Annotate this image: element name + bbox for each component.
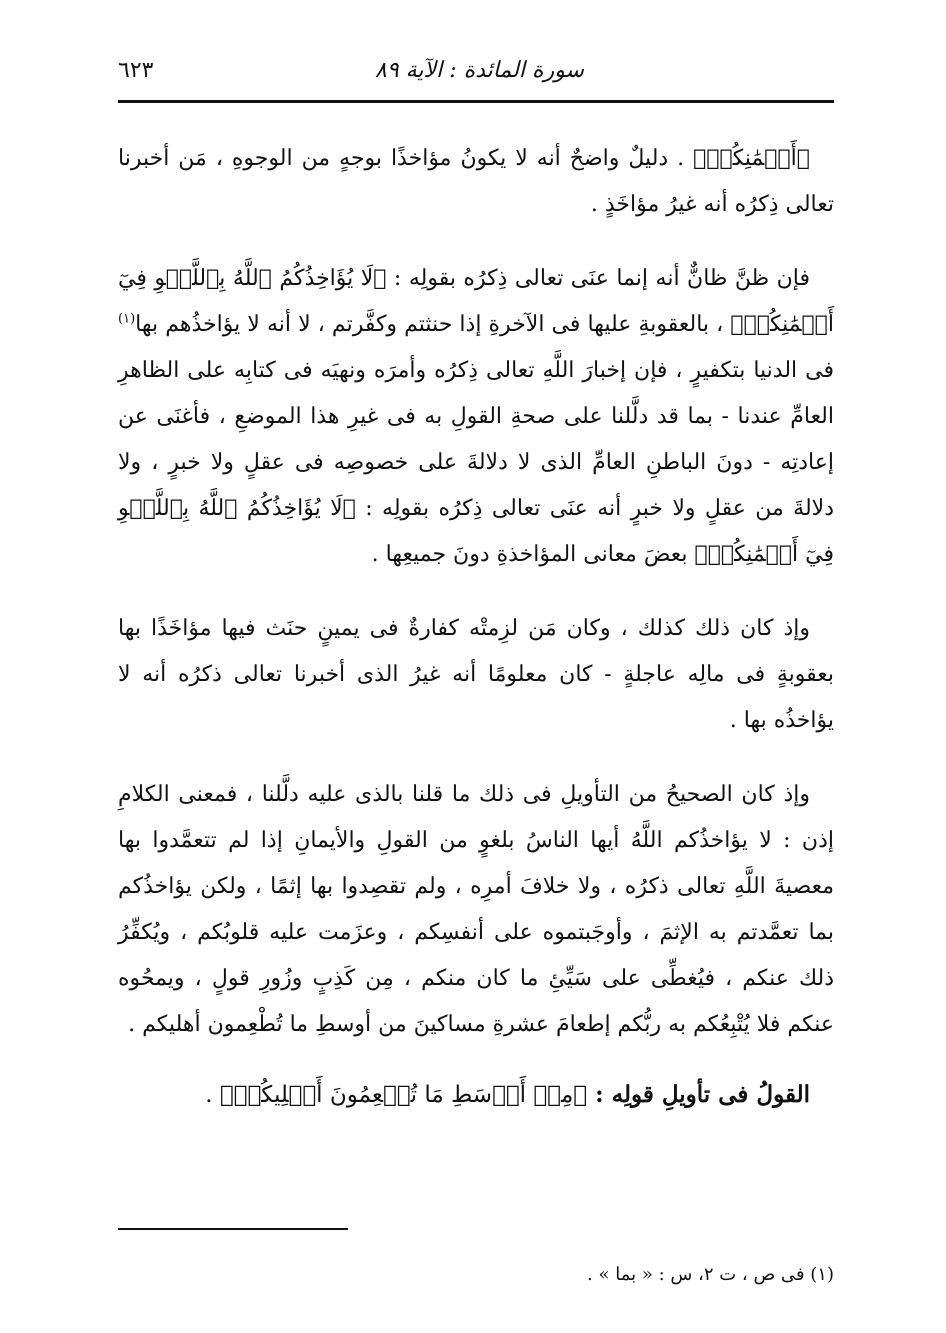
paragraph-3-text: وإذ كان ذلك كذلك ، وكان مَن لزِمتْه كفارةٌ فى يمينٍ حنَث فيها مؤاخَذًا بها بعقوبةٍ فى مالِه عاجلةٍ - كان معلومًا أنه غيرُ الذى أخبرنا تعالى ذكرُه أنه لا يؤاخذُه بها . xyxy=(118,616,834,733)
main-text xyxy=(118,136,834,1118)
page-header xyxy=(118,58,834,94)
section-heading-verse: ﴿مِنۡ أَوۡسَطِ مَا تُطۡعِمُونَ أَهۡلِيكُمۡ﴾ . xyxy=(205,1082,588,1108)
header-rule xyxy=(118,100,834,103)
paragraph-1 xyxy=(118,136,834,228)
paragraph-2-text-b: فى الدنيا بتكفيرٍ ، فإن إخبارَ اللَّهِ تعالى ذِكرُه وأمرَه ونهيَه فى كتابِه على الظاهرِ العامِّ عندنا - بما قد دلَّلنا على صحةِ القولِ به فى غيرِ هذا الموضعِ ، فأغنَى عن إعادتِه - دونَ الباطنِ العامِّ الذى لا دلالةَ على خصوصِه فى عقلٍ ولا خبرٍ ، ولا دلالةَ من عقلٍ ولا خبرٍ أنه عنَى تعالى ذِكرُه بقولِه : ﴿لَا يُؤَاخِذُكُمُ ٱللَّهُ بِٱللَّغۡوِ فِيٓ أَيۡمَٰنِكُمۡ﴾ بعضَ معانى المؤاخذةِ دونَ جميعِها . xyxy=(118,358,834,567)
paragraph-1-text: ﴿أَيۡمَٰنِكُمۡ﴾ . دليلٌ واضحٌ أنه لا يكونُ مؤاخذًا بوجهٍ من الوجوهِ ، مَن أخبرنا تعالى ذِكرُه أنه غيرُ مؤاخَذٍ . xyxy=(118,146,834,217)
paragraph-2-text-a: فإن ظنَّ ظانٌّ أنه إنما عنَى تعالى ذِكرُه بقولِه : ﴿لَا يُؤَاخِذُكُمُ ٱللَّهُ بِٱللَّغۡوِ فِيٓ أَيۡمَٰنِكُمۡ﴾ ، بالعقوبةِ عليها فى الآخرةِ إذا حنثتم وكفَّرتم ، لا أنه لا يؤاخذُهم بها xyxy=(118,266,834,337)
paragraph-4 xyxy=(118,772,834,1048)
footnote xyxy=(118,1262,834,1288)
running-title: سورة المائدة : الآية ٨٩ xyxy=(375,58,584,83)
footnote-text: (١) فى ص ، ت ٢، س : « بما » . xyxy=(587,1264,834,1285)
section-heading-label: القولُ فى تأويلِ قولِه : xyxy=(595,1081,810,1108)
footnote-rule xyxy=(118,1228,348,1230)
paragraph-2 xyxy=(118,256,834,578)
page-number: ٦٢٣ xyxy=(118,58,154,83)
paragraph-4-text: وإذ كان الصحيحُ من التأويلِ فى ذلك ما قلنا بالذى عليه دلَّلنا ، فمعنى الكلامِ إذن : لا يؤاخذُكم اللَّهُ أيها الناسُ بلغوٍ من القولِ والأيمانِ إذا لم تتعمَّدوا بها معصيةَ اللَّهِ تعالى ذكرُه ، ولا خلافَ أمرِه ، ولم تقصِدوا بها إثمًا ، ولكن يؤاخذُكم بما تعمَّدتم به الإثمَ ، وأوجَبتموه على أنفسِكم ، وعزَمت عليه قلوبُكم ، ويُكفِّرُ ذلك عنكم ، فيُغطِّى على سَيِّئِ ما كان منكم ، مِن كَذِبٍ وزُورِ قولٍ ، ويمحُوه عنكم فلا يُتْبِعُكم به ربُّكم إطعامَ عشرةِ مساكينَ من أوسطِ ما تُطْعِمون أهليكم . xyxy=(118,782,834,1037)
footnote-marker: (١) xyxy=(118,311,136,327)
paragraph-3 xyxy=(118,606,834,744)
section-heading xyxy=(118,1072,834,1118)
